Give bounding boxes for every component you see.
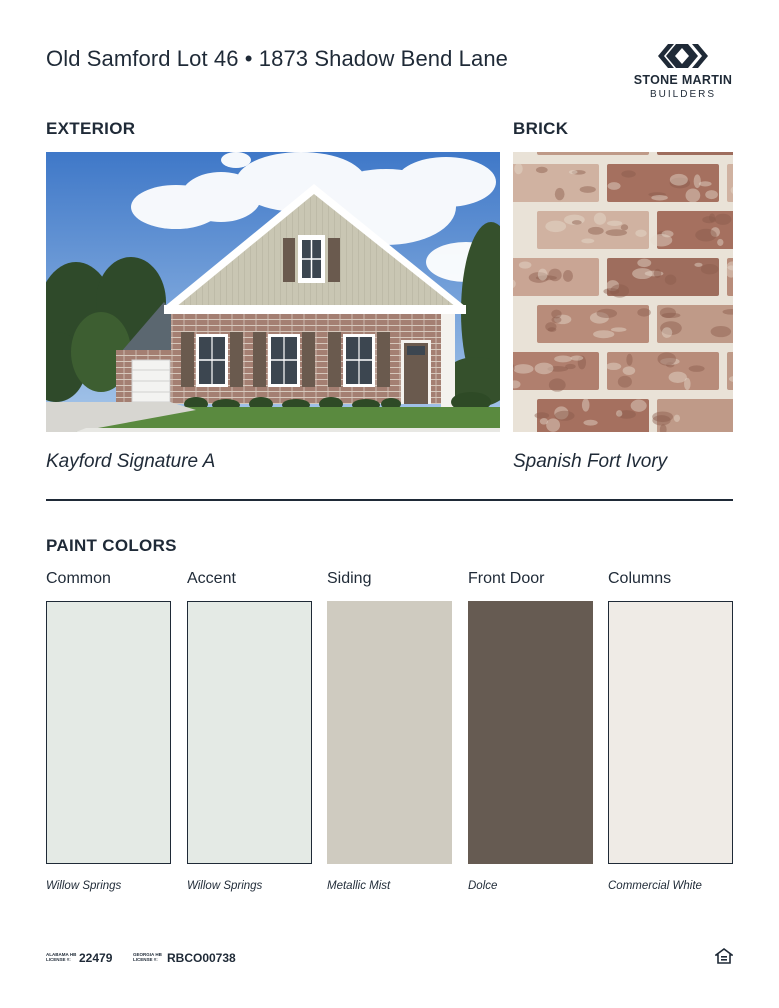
brick-texture-speckle [662, 313, 681, 318]
paint-swatch-common [46, 601, 171, 864]
paint-colors-heading: PAINT COLORS [46, 536, 177, 555]
brick-texture-speckle [705, 190, 718, 199]
house-exterior-image [46, 152, 500, 432]
brick-texture-speckle [618, 376, 632, 388]
brick-texture-speckle [588, 227, 604, 235]
brick-texture-speckle [603, 288, 619, 294]
brick-texture-speckle [551, 310, 561, 319]
brick-texture-speckle [597, 309, 618, 318]
brick [727, 164, 733, 202]
brick-texture-speckle [674, 415, 680, 422]
brick-texture-speckle [652, 415, 670, 425]
license-caption: ALABAMA HB [46, 952, 77, 957]
paint-name-accent: Willow Springs [187, 880, 263, 892]
company-logo [628, 42, 738, 104]
brick-texture-speckle [538, 269, 548, 281]
brick-texture-speckle [546, 418, 560, 432]
brick-texture-speckle [583, 420, 597, 426]
brick-texture-speckle [554, 356, 572, 363]
brick-texture-speckle [631, 400, 647, 412]
brick-texture-speckle [535, 363, 554, 375]
brick-texture-speckle [519, 261, 532, 268]
brick-texture-speckle [536, 167, 548, 173]
brick-texture-speckle [665, 275, 677, 285]
brick-texture-speckle [581, 238, 594, 243]
brick-texture-speckle [694, 263, 702, 267]
brick-texture-speckle [695, 229, 716, 242]
brick-texture-speckle [637, 259, 651, 267]
brick-texture-speckle [555, 188, 565, 200]
paint-label-common: Common [46, 570, 111, 587]
brick-texture-speckle [654, 269, 661, 278]
paint-swatch-siding [327, 601, 452, 864]
brick-texture-speckle [549, 378, 566, 391]
paint-name-columns: Commercial White [608, 880, 702, 892]
brick-texture-speckle [514, 163, 522, 174]
brick-texture-speckle [701, 264, 719, 274]
brick-texture-speckle [582, 398, 590, 411]
brick-texture-speckle [554, 411, 574, 421]
brick-texture-speckle [534, 412, 549, 418]
paint-name-front-door: Dolce [468, 880, 498, 892]
brick-texture-speckle [711, 326, 732, 337]
brick-texture-speckle [607, 221, 622, 226]
exterior-heading: EXTERIOR [46, 119, 136, 138]
brick-texture-speckle [608, 182, 621, 190]
paint-label-accent: Accent [187, 570, 236, 587]
brick-texture-speckle [662, 327, 672, 338]
license-number: RBCO00738 [167, 951, 236, 965]
brick-texture-speckle [580, 186, 596, 193]
brick-texture-speckle [563, 270, 573, 282]
brick-texture-speckle [572, 220, 582, 225]
brick-texture-speckle [616, 410, 622, 417]
brick [727, 352, 733, 390]
brick-texture-speckle [606, 229, 627, 236]
brick-texture-speckle [626, 354, 632, 366]
brick-texture-speckle [714, 214, 731, 225]
brick-texture-speckle [513, 364, 533, 374]
paint-label-front-door: Front Door [468, 570, 545, 587]
brick-texture-speckle [606, 363, 621, 370]
brick-texture-speckle [658, 352, 676, 365]
brick-texture-speckle [670, 174, 688, 186]
brick-texture-speckle [571, 355, 584, 360]
logo-line-2: BUILDERS [649, 89, 716, 100]
brick-texture-speckle [621, 224, 628, 230]
license-caption: LICENSE #: [133, 957, 158, 962]
brick-texture-speckle [686, 188, 701, 202]
brick-texture-speckle [694, 174, 701, 188]
paint-name-common: Willow Springs [46, 880, 122, 892]
brick-texture-speckle [689, 365, 705, 372]
paint-swatch-accent [187, 601, 312, 864]
equal-housing-opportunity-icon [715, 948, 733, 964]
brick [657, 152, 733, 155]
paint-name-siding: Metallic Mist [327, 880, 391, 892]
license-caption: LICENSE #: [46, 957, 71, 962]
brick-texture-speckle [545, 221, 566, 233]
alabama-license [46, 951, 126, 965]
brick [537, 152, 649, 155]
brick-texture-speckle [635, 230, 646, 237]
brick-texture-speckle [548, 269, 561, 282]
brick-texture-speckle [611, 327, 627, 331]
license-number: 22479 [79, 951, 113, 965]
brick-sample-image [513, 152, 733, 432]
house-model-name: Kayford Signature A [46, 451, 216, 472]
section-divider [46, 499, 733, 501]
page-title: Old Samford Lot 46 • 1873 Shadow Bend Lane [46, 46, 508, 71]
paint-swatch-front-door [468, 601, 593, 864]
brick-texture-speckle [593, 330, 614, 338]
brick-texture-speckle [621, 170, 635, 177]
paint-label-siding: Siding [327, 570, 372, 587]
logo-line-1: STONE MARTIN [633, 73, 733, 87]
brick-texture-speckle [717, 239, 723, 246]
paint-swatch-columns [608, 601, 733, 864]
license-caption: GEORGIA HB [133, 952, 162, 957]
brick-texture-speckle [684, 378, 691, 390]
brick-heading: BRICK [513, 119, 569, 138]
georgia-license [133, 951, 253, 965]
brick-texture-speckle [569, 170, 578, 174]
brick-texture-speckle [545, 322, 556, 331]
stone-martin-chevrons-icon [658, 42, 708, 70]
brick-texture-speckle [594, 213, 606, 225]
brick-texture-speckle [637, 308, 651, 316]
brick-texture-speckle [623, 366, 636, 375]
paint-label-columns: Columns [608, 570, 672, 587]
brick-texture-speckle [662, 230, 674, 237]
brick-name: Spanish Fort Ivory [513, 451, 668, 472]
brick-texture-speckle [651, 195, 668, 201]
brick-texture-speckle [669, 372, 687, 383]
brick-texture-speckle [709, 213, 715, 222]
